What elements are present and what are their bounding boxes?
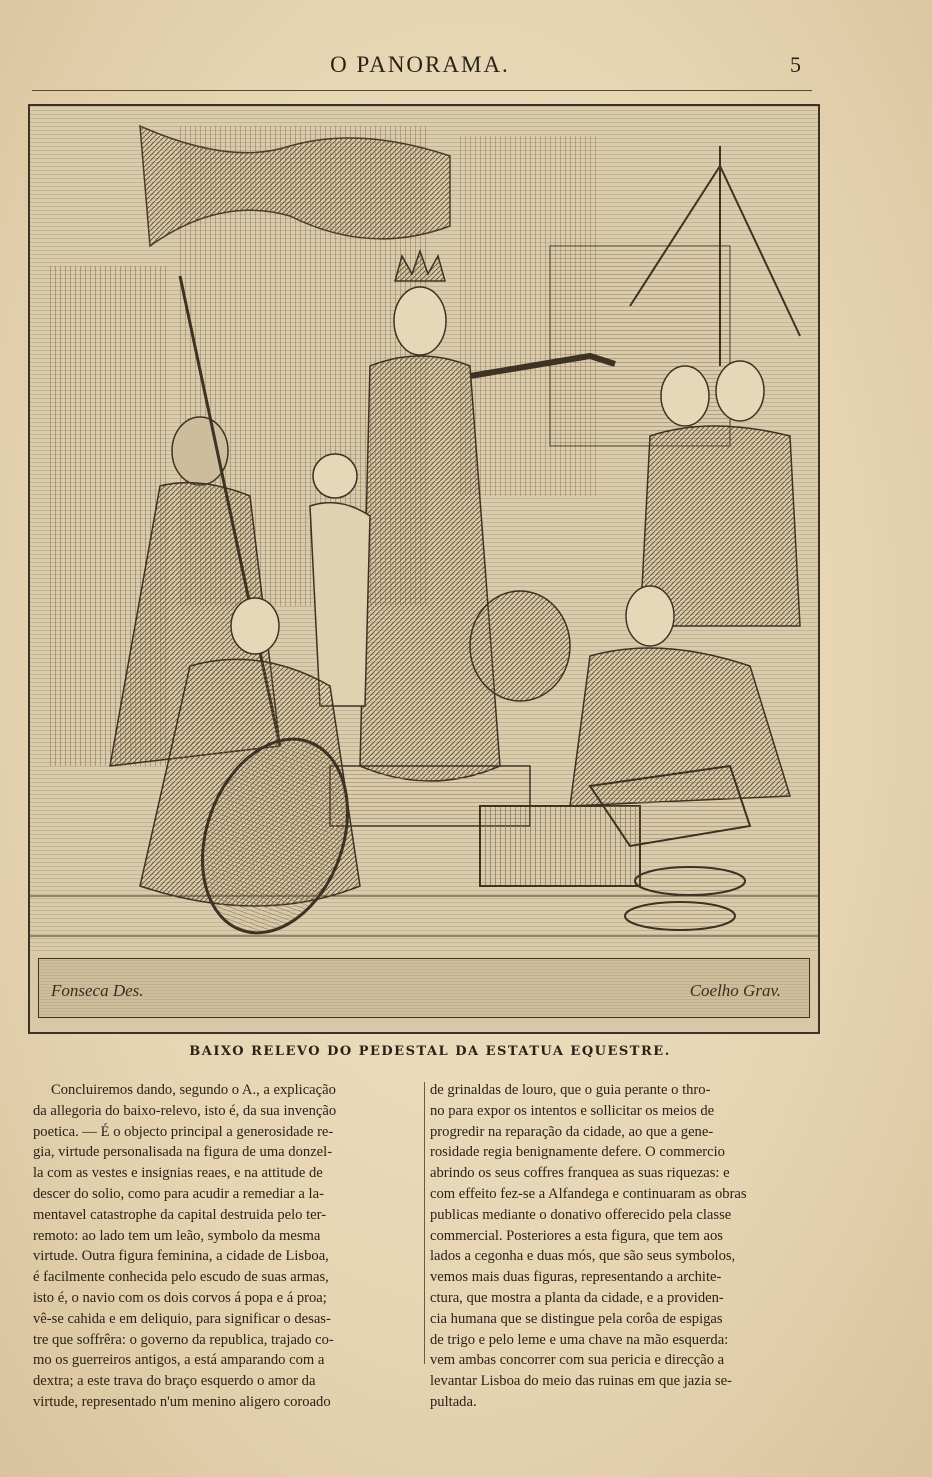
text-line: commercial. Posteriores a esta figura, que tem aos — [430, 1227, 723, 1244]
header-rule — [32, 90, 812, 91]
text-line: Concluiremos dando, segundo o A., a explicação — [51, 1082, 336, 1098]
text-line: vem ambas concorrer com sua pericia e direcção a — [430, 1352, 725, 1369]
text-line: no para expor os intentos e sollicitar os meios de — [430, 1102, 715, 1119]
text-line: dextra; a este trava do braço esquerdo o amor da — [33, 1373, 316, 1390]
text-line: mentavel catastrophe da capital destruida pelo ter- — [33, 1206, 327, 1223]
text-line: virtude. Outra figura feminina, a cidade de Lisboa, — [33, 1248, 329, 1265]
illustration-caption: BAIXO RELEVO DO PEDESTAL DA ESTATUA EQUESTRE. — [189, 1044, 671, 1059]
text-line: mo os guerreiros antigos, a está amparando com a — [33, 1352, 325, 1369]
text-line: ctura, que mostra a planta da cidade, e a providen- — [430, 1289, 724, 1306]
text-line: de trigo e pelo leme e uma chave na mão esquerda: — [430, 1331, 729, 1348]
text-line: vemos mais duas figuras, representando a archite- — [430, 1269, 722, 1286]
engraver-credit: Coelho Grav. — [689, 981, 781, 1000]
column-divider — [424, 1082, 425, 1364]
right-text-column — [430, 1080, 820, 1413]
page-number: 5 — [790, 52, 801, 77]
text-line: isto é, o navio com os dois corvos á popa e á proa; — [33, 1289, 327, 1306]
draftsman-credit: Fonseca Des. — [51, 981, 144, 1000]
text-line: gia, virtude personalisada na figura de uma donzel- — [33, 1144, 333, 1161]
text-line: la com as vestes e insignias reaes, e na attitude de — [33, 1165, 323, 1182]
left-text-column — [33, 1080, 423, 1413]
running-head — [0, 52, 932, 86]
text-line: virtude, representado n'um menino aligero coroado — [33, 1393, 331, 1410]
text-line: tre que soffrêra: o governo da republica, trajado co- — [33, 1331, 334, 1348]
text-line: cia humana que se distingue pela corôa de espigas — [430, 1310, 723, 1327]
text-line: remoto: ao lado tem um leão, symbolo da mesma — [33, 1227, 321, 1244]
text-line: de grinaldas de louro, que o guia perante o thro- — [430, 1082, 711, 1098]
text-line: vê-se cahida e em deliquio, para significar o desas- — [33, 1310, 331, 1327]
text-line: publicas mediante o donativo offerecido pela classe — [430, 1206, 732, 1223]
engraving-picture — [30, 106, 818, 954]
engraving-credit-bar — [38, 958, 810, 1018]
text-line: rosidade regia benignamente defere. O commercio — [430, 1144, 725, 1161]
text-line: pultada. — [430, 1393, 477, 1410]
publication-title: O PANORAMA. — [330, 52, 510, 77]
text-line: levantar Lisboa do meio das ruinas em que jazia se- — [430, 1373, 732, 1390]
text-line: poetica. — É o objecto principal a generosidade re- — [33, 1123, 334, 1140]
text-line: progredir na reparação da cidade, ao que a gene- — [430, 1123, 714, 1140]
text-line: com effeito fez-se a Alfandega e continuaram as obras — [430, 1185, 747, 1202]
text-line: é facilmente conhecida pelo escudo de suas armas, — [33, 1269, 329, 1286]
text-line: lados a cegonha e duas mós, que são seus symbolos, — [430, 1248, 736, 1265]
text-line: abrindo os seus coffres franquea as suas riquezas: e — [430, 1165, 730, 1182]
text-line: da allegoria do baixo-relevo, isto é, da sua invenção — [33, 1102, 337, 1119]
engraving-illustration — [28, 104, 820, 1034]
text-line: descer do solio, como para acudir a remediar a la- — [33, 1185, 324, 1202]
